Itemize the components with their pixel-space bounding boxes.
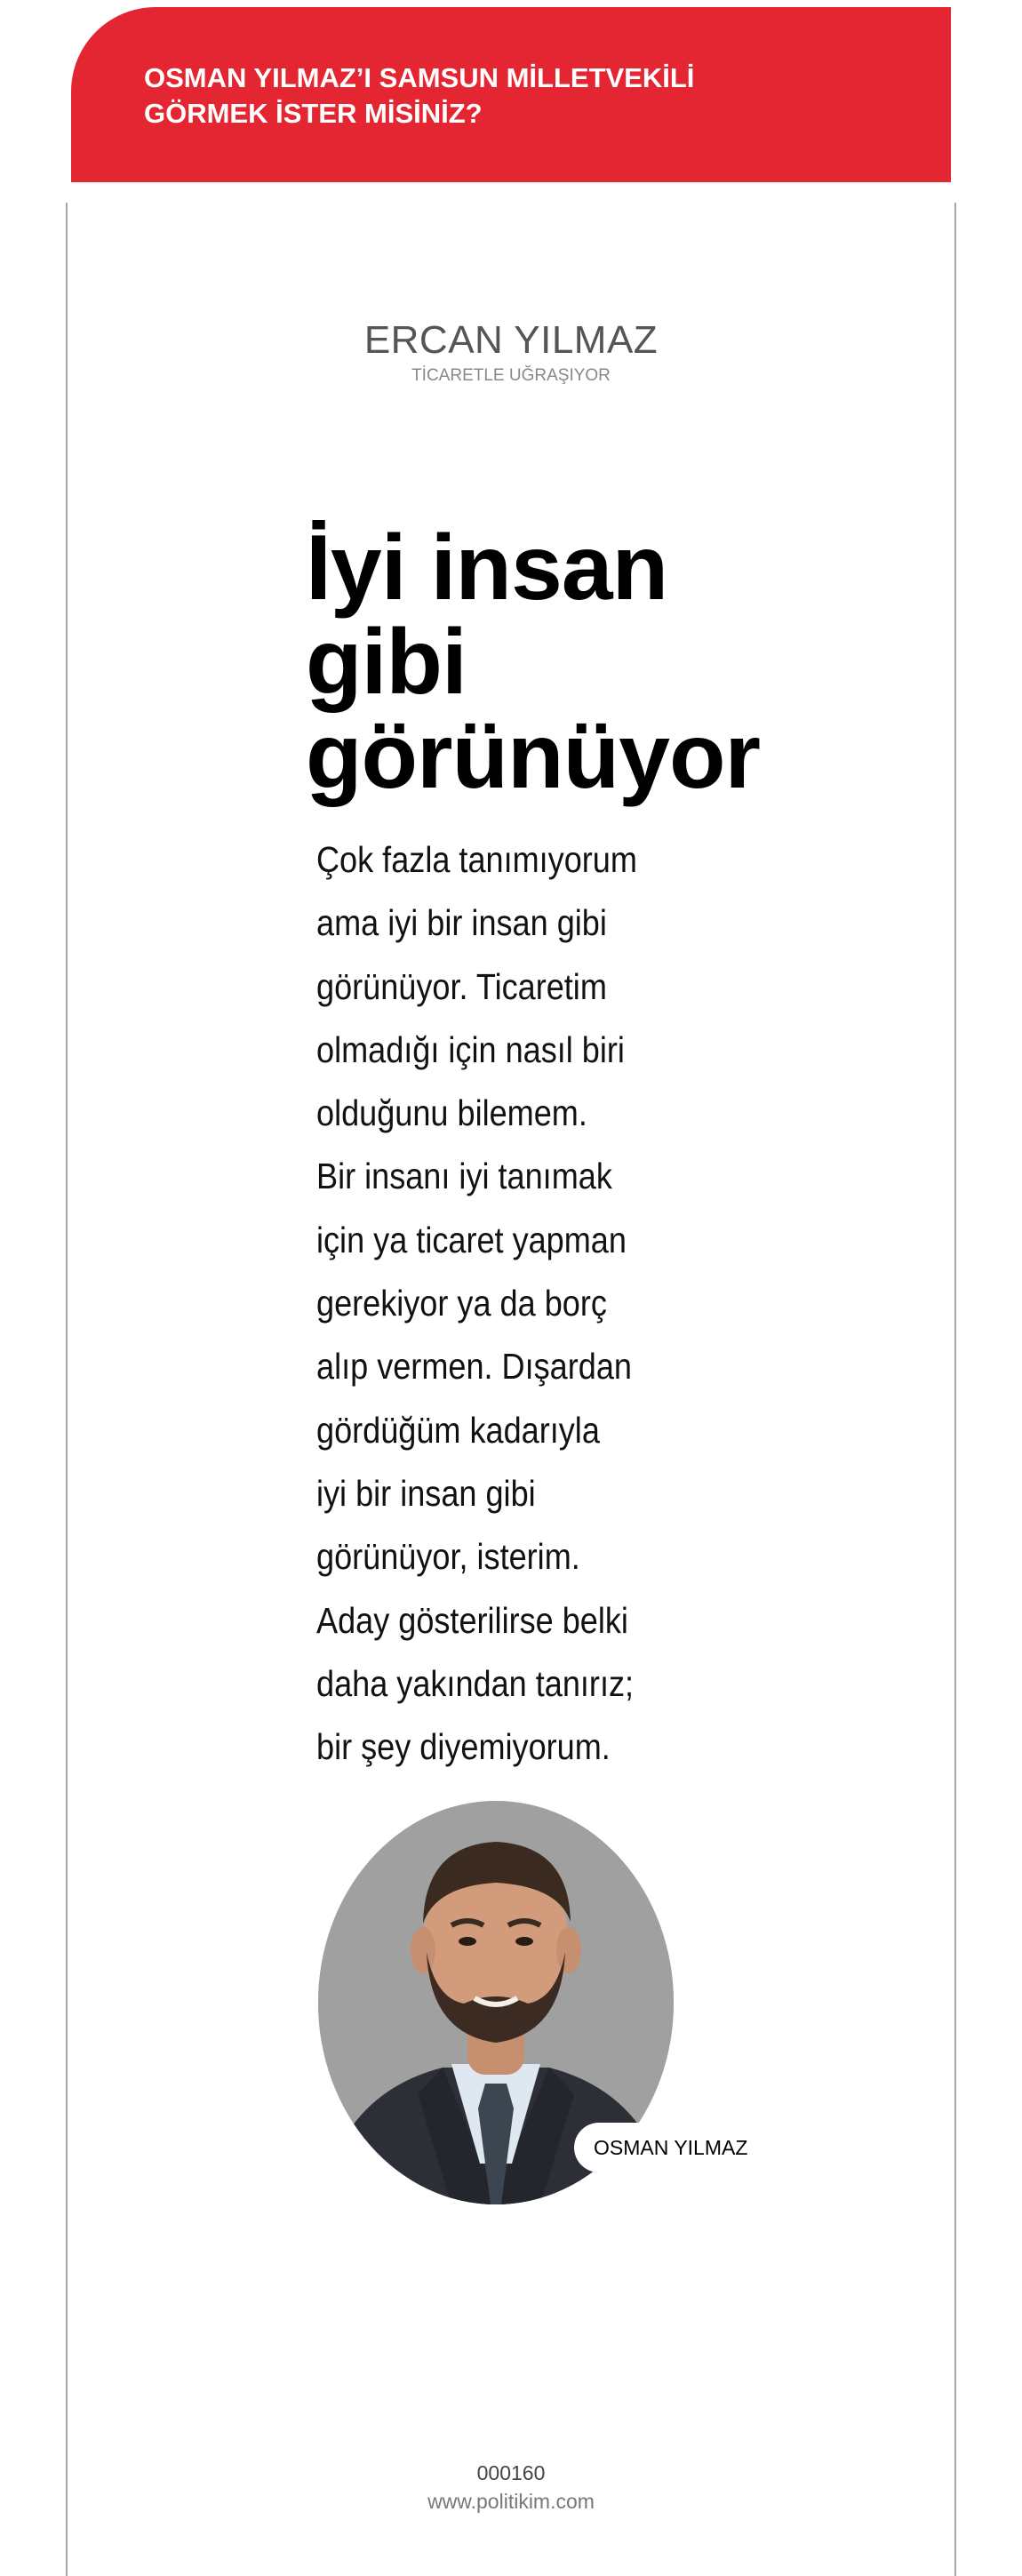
- frame-right-border: [954, 203, 956, 2576]
- photo-caption: [574, 2123, 762, 2172]
- quote-headline: [306, 516, 839, 808]
- body-line: ama iyi bir insan gibi: [316, 902, 607, 944]
- body-line: olduğunu bilemem.: [316, 1092, 587, 1134]
- body-line: Çok fazla tanımıyorum: [316, 839, 637, 880]
- body-line: görünüyor. Ticaretim: [316, 965, 607, 1007]
- banner-line-2: GÖRMEK İSTER MİSİNİZ?: [144, 98, 483, 129]
- body-line: Bir insanı iyi tanımak: [316, 1156, 612, 1197]
- photo-caption-text: OSMAN YILMAZ: [594, 2135, 748, 2159]
- body-line: gördüğüm kadarıyla: [316, 1409, 600, 1451]
- body-line: gerekiyor ya da borç: [316, 1283, 607, 1324]
- body-line: bir şey diyemiyorum.: [316, 1726, 611, 1768]
- headline-banner: [71, 7, 951, 182]
- page-code: 000160: [476, 2461, 546, 2484]
- body-line: Aday gösterilirse belki: [316, 1599, 628, 1641]
- body-line: alıp vermen. Dışardan: [316, 1346, 632, 1388]
- body-line: olmadığı için nasıl biri: [316, 1028, 625, 1070]
- author-name: ERCAN YILMAZ: [363, 318, 659, 362]
- author-block: [0, 317, 1022, 387]
- headline-line: gibi: [306, 611, 467, 714]
- author-occupation: TİCARETLE UĞRAŞIYOR: [411, 366, 611, 385]
- headline-line: İyi insan: [306, 516, 668, 620]
- frame-left-border: [66, 203, 68, 2576]
- website-link[interactable]: www.politikim.com: [427, 2490, 595, 2513]
- body-line: daha yakından tanırız;: [316, 1662, 635, 1704]
- page-footer: [0, 2459, 1022, 2516]
- headline-line: görünüyor: [306, 705, 760, 808]
- quote-body: [316, 828, 723, 1779]
- body-line: iyi bir insan gibi: [316, 1472, 536, 1514]
- banner-line-1: OSMAN YILMAZ’I SAMSUN MİLLETVEKİLİ: [144, 62, 695, 93]
- body-line: için ya ticaret yapman: [316, 1219, 627, 1260]
- body-line: görünüyor, isterim.: [316, 1536, 580, 1578]
